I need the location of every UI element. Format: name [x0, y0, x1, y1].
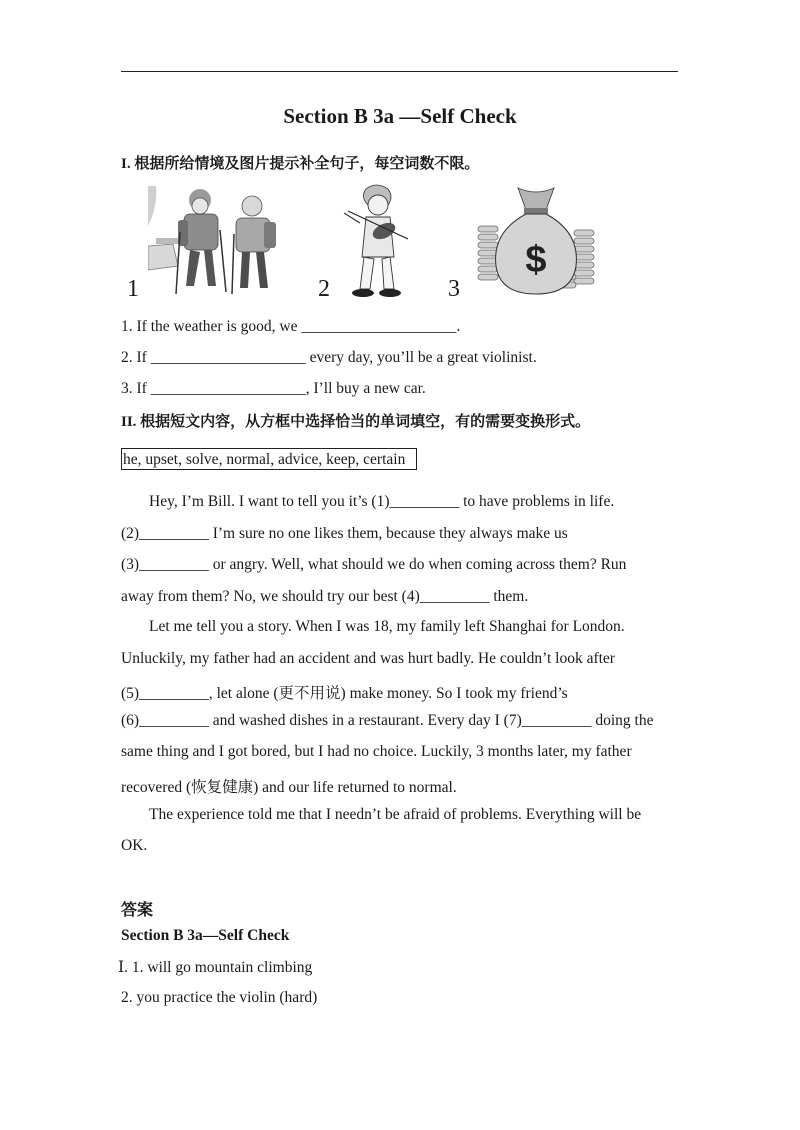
hikers-icon	[148, 186, 288, 298]
picture-label-1: 1	[127, 276, 139, 302]
passage-line: Unluckily, my father had an accident and was hurt badly. He couldn’t look after	[121, 650, 615, 667]
passage-line: The experience told me that I needn’t be afraid of problems. Everything will be	[149, 806, 642, 823]
page-title: Section B 3a —Self Check	[283, 104, 517, 128]
part2-heading: II. 根据短文内容，从方框中选择恰当的单词填空，有的需要变换形式。	[121, 414, 591, 430]
answers-subheading: Section B 3a—Self Check	[121, 927, 290, 944]
answers-heading: 答案	[121, 902, 154, 919]
passage-line: recovered (恢复健康) and our life returned to normal.	[121, 779, 457, 796]
passage-line: same thing and I got bored, but I had no choice. Luckily, 3 months later, my father	[121, 743, 632, 760]
picture-label-2: 2	[318, 276, 330, 302]
passage-line: (6)_________ and washed dishes in a restaurant. Every day I (7)_________ doing the	[121, 712, 654, 729]
part1-sentence-3: 3. If ____________________, I’ll buy a new car.	[121, 380, 426, 397]
answer-line: Ⅰ. 1. will go mountain climbing	[118, 959, 313, 976]
passage-line: OK.	[121, 837, 148, 854]
passage-line: (2)_________ I’m sure no one likes them, because they always make us	[121, 525, 568, 542]
passage-line: (3)_________ or angry. Well, what should we do when coming across them? Run	[121, 556, 627, 573]
violinist-icon	[338, 183, 416, 301]
passage-line: Hey, I’m Bill. I want to tell you it’s (1)_________ to have problems in life.	[149, 493, 615, 510]
part1-sentence-2: 2. If ____________________ every day, you’ll be a great violinist.	[121, 349, 537, 366]
top-rule	[121, 71, 678, 72]
word-bank-box: he, upset, solve, normal, advice, keep, certain	[121, 448, 417, 470]
answer-line: 2. you practice the violin (hard)	[121, 989, 318, 1006]
passage-line: Let me tell you a story. When I was 18, my family left Shanghai for London.	[149, 618, 625, 635]
svg-text:$: $	[525, 239, 547, 281]
money-bag-icon	[472, 180, 600, 300]
passage-line: (5)_________, let alone (更不用说) make money. So I took my friend’s	[121, 685, 568, 702]
part1-sentence-1: 1. If the weather is good, we ____________________.	[121, 318, 461, 335]
picture-label-3: 3	[448, 276, 460, 302]
passage-line: away from them? No, we should try our best (4)_________ them.	[121, 588, 529, 605]
part1-heading: I. 根据所给情境及图片提示补全句子，每空词数不限。	[121, 156, 480, 172]
